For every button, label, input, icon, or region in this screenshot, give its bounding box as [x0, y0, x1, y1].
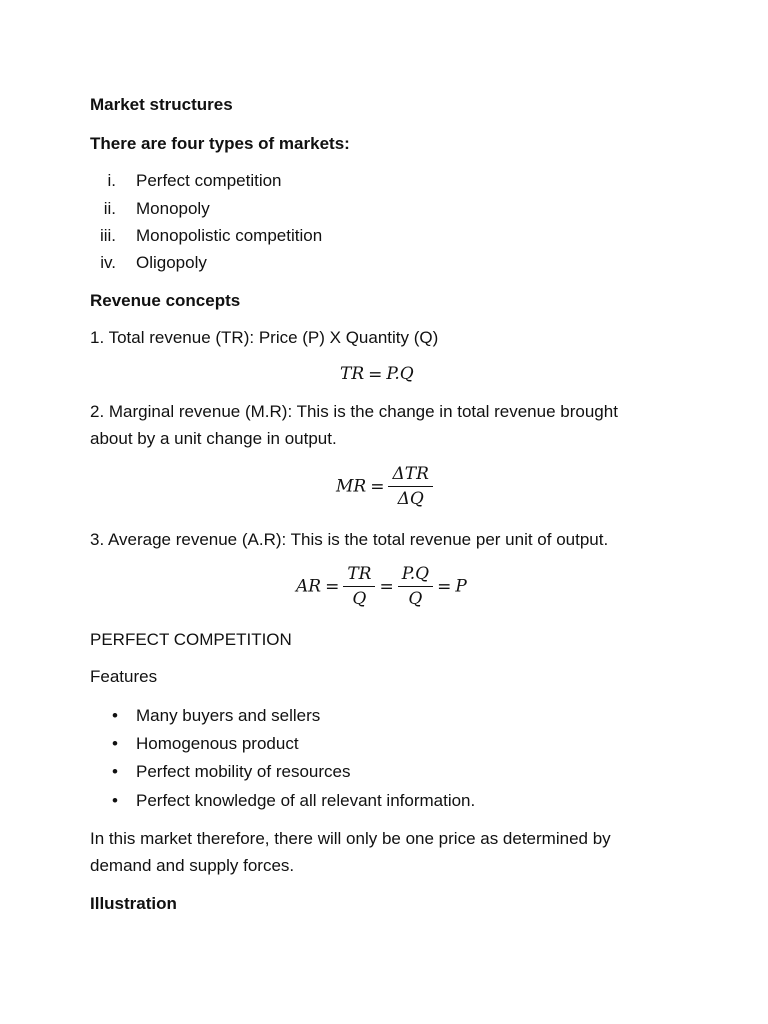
list-item: Oligopoly [136, 253, 207, 272]
formula-term: P.Q [386, 364, 414, 384]
tr-definition: 1. Total revenue (TR): Price (P) X Quantity (Q) [90, 328, 439, 347]
fraction-numerator: P.Q [398, 564, 433, 587]
formula-term: AR [296, 576, 322, 597]
ar-formula [296, 564, 467, 609]
section-heading: Market structures [90, 95, 233, 114]
bullet-icon: • [112, 706, 118, 725]
features-label: Features [90, 667, 158, 686]
list-item: Perfect mobility of resources [136, 762, 351, 781]
list-item: Many buyers and sellers [136, 706, 321, 725]
fraction-numerator: TR [343, 564, 375, 587]
list-numeral: iii. [99, 226, 116, 245]
formula-operator: = [368, 364, 383, 385]
list-numeral: ii. [103, 199, 116, 218]
list-item: Perfect competition [136, 171, 282, 190]
conclusion-line-1: In this market therefore, there will only be one price as determined by [90, 829, 611, 848]
formula-fraction [398, 564, 433, 609]
mr-definition-line-1: 2. Marginal revenue (M.R): This is the change in total revenue brought [90, 402, 618, 421]
formula-fraction [343, 564, 375, 609]
formula-operator: = [379, 576, 394, 597]
list-item: Monopolistic competition [136, 226, 323, 245]
formula-operator: = [325, 576, 340, 597]
illustration-heading: Illustration [90, 894, 177, 913]
fraction-denominator: Q [408, 589, 423, 609]
formula-term: TR [340, 364, 365, 384]
fraction-denominator: Q [352, 589, 367, 609]
formula-term: P [455, 576, 467, 597]
fraction-numerator: ΔTR [388, 464, 432, 487]
formula-operator: = [370, 476, 385, 497]
tr-formula [340, 364, 414, 385]
bullet-icon: • [112, 734, 118, 753]
list-item: Perfect knowledge of all relevant information. [136, 791, 476, 810]
formula-term: MR [336, 476, 367, 497]
perfect-competition-heading: PERFECT COMPETITION [90, 630, 292, 649]
fraction-denominator: ΔQ [397, 489, 424, 509]
formula-operator: = [437, 576, 452, 597]
list-item: Homogenous product [136, 734, 299, 753]
bullet-icon: • [112, 791, 118, 810]
mr-formula [336, 464, 433, 509]
list-numeral: iv. [100, 253, 116, 272]
mr-definition-line-2: about by a unit change in output. [90, 429, 337, 448]
conclusion-line-2: demand and supply forces. [90, 856, 295, 875]
formula-fraction [388, 464, 432, 509]
list-item: Monopoly [136, 199, 210, 218]
bullet-icon: • [112, 762, 118, 781]
list-numeral: i. [107, 171, 116, 190]
types-intro: There are four types of markets: [90, 134, 350, 153]
revenue-heading: Revenue concepts [90, 291, 241, 310]
ar-definition: 3. Average revenue (A.R): This is the total revenue per unit of output. [90, 530, 609, 549]
